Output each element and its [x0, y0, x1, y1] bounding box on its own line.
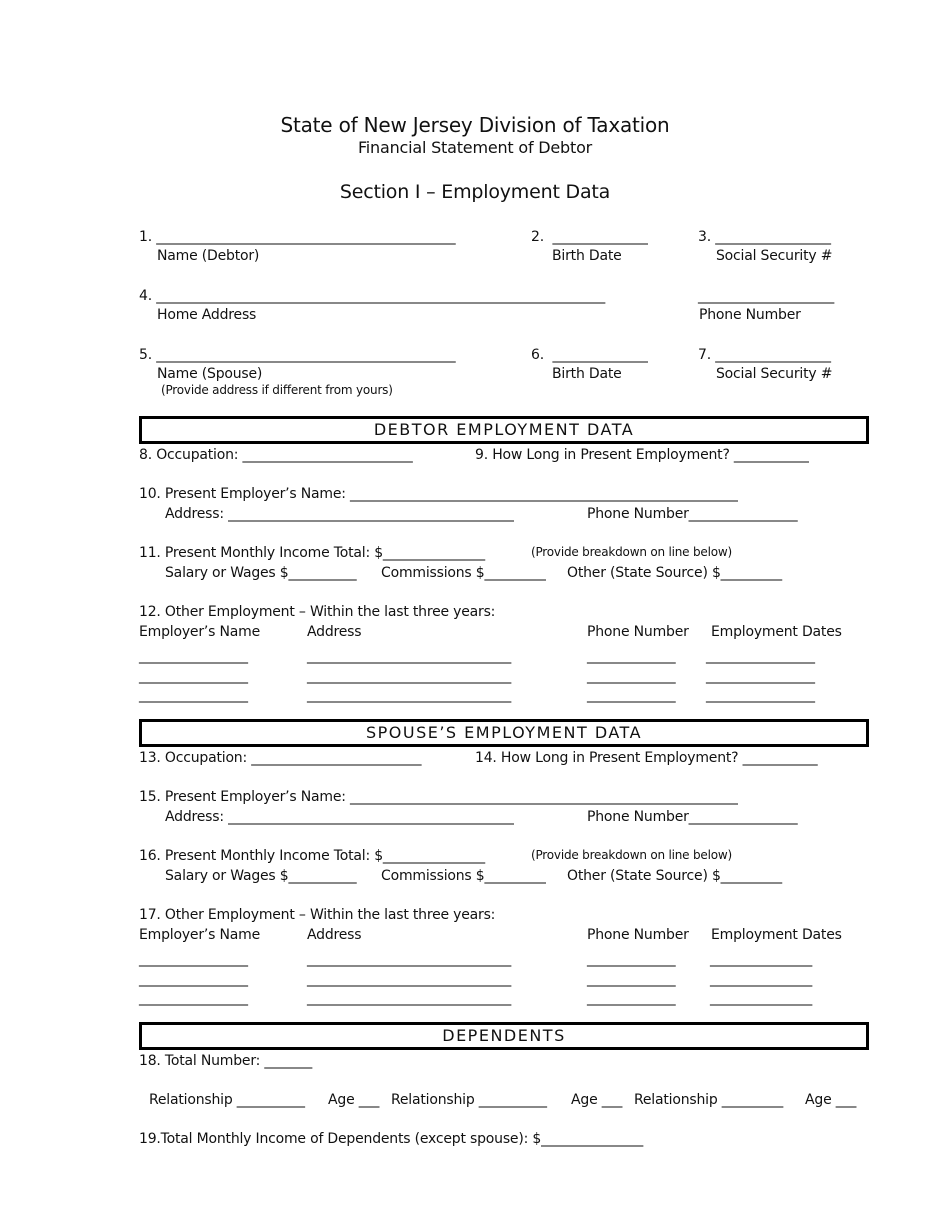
form-title: State of New Jersey Division of Taxation [280, 113, 670, 137]
debtor-other-emp-address-field[interactable]: ______________________________ [307, 687, 512, 703]
dependents-heading: DEPENDENTS [139, 1022, 869, 1050]
dependents-total-field[interactable]: 18. Total Number: _______ [139, 1053, 313, 1069]
spouse-employer-name-field[interactable]: 15. Present Employer’s Name: _________________________________________________________ [139, 789, 738, 805]
debtor-employment-heading: DEBTOR EMPLOYMENT DATA [139, 416, 869, 444]
spouse-commissions-field[interactable]: Commissions $_________ [381, 868, 546, 884]
form-subtitle: Financial Statement of Debtor [357, 138, 593, 157]
spouse-other-emp-name-field[interactable]: ________________ [139, 951, 248, 967]
spouse-other-emp-dates-field[interactable]: _______________ [710, 990, 813, 1006]
debtor-other-emp-name-field[interactable]: ________________ [139, 648, 248, 664]
dependents-income-field[interactable]: 19.Total Monthly Income of Dependents (except spouse): $_______________ [139, 1131, 644, 1147]
spouse-other-emp-address-field[interactable]: ______________________________ [307, 971, 512, 987]
debtor-income-note: (Provide breakdown on line below) [531, 545, 732, 559]
spouse-salary-field[interactable]: Salary or Wages $__________ [165, 868, 357, 884]
home-address-field[interactable]: 4. __________________________________________________________________ [139, 288, 606, 304]
home-phone-field[interactable]: ____________________ [698, 288, 835, 304]
spouse-name-field[interactable]: 5. ____________________________________________ [139, 347, 456, 363]
dependent-1-relationship-field[interactable]: Relationship __________ [149, 1092, 305, 1108]
spouse-other-emp-address-field[interactable]: ______________________________ [307, 951, 512, 967]
home-address-label: Home Address [157, 307, 257, 323]
dependent-1-age-field[interactable]: Age ___ [328, 1092, 380, 1108]
debtor-other-emp-phone-field[interactable]: _____________ [587, 668, 676, 684]
spouse-col-address: Address [307, 927, 362, 943]
debtor-name-label: Name (Debtor) [157, 248, 260, 264]
debtor-other-emp-phone-field[interactable]: _____________ [587, 687, 676, 703]
debtor-name-field[interactable]: 1. ____________________________________________ [139, 229, 456, 245]
spouse-other-emp-phone-field[interactable]: _____________ [587, 971, 676, 987]
dependent-2-age-field[interactable]: Age ___ [571, 1092, 623, 1108]
debtor-other-employment-label: 12. Other Employment – Within the last three years: [139, 604, 496, 620]
debtor-col-employer: Employer’s Name [139, 624, 260, 640]
debtor-income-total-field[interactable]: 11. Present Monthly Income Total: $_______________ [139, 545, 485, 561]
debtor-other-emp-address-field[interactable]: ______________________________ [307, 648, 512, 664]
dependent-3-age-field[interactable]: Age ___ [805, 1092, 857, 1108]
spouse-employer-address-field[interactable]: Address: __________________________________________ [165, 809, 514, 825]
spouse-name-label: Name (Spouse) [157, 366, 263, 382]
debtor-salary-field[interactable]: Salary or Wages $__________ [165, 565, 357, 581]
debtor-other-emp-dates-field[interactable]: ________________ [706, 648, 815, 664]
debtor-other-emp-phone-field[interactable]: _____________ [587, 648, 676, 664]
debtor-col-dates: Employment Dates [711, 624, 842, 640]
spouse-birth-date-label: Birth Date [552, 366, 622, 382]
dependent-2-relationship-field[interactable]: Relationship __________ [391, 1092, 547, 1108]
debtor-how-long-field[interactable]: 9. How Long in Present Employment? ___________ [475, 447, 809, 463]
spouse-col-phone: Phone Number [587, 927, 689, 943]
spouse-occupation-field[interactable]: 13. Occupation: _________________________ [139, 750, 422, 766]
dependent-3-relationship-field[interactable]: Relationship _________ [634, 1092, 783, 1108]
debtor-col-phone: Phone Number [587, 624, 689, 640]
debtor-birth-date-field[interactable]: 2. ______________ [531, 229, 648, 245]
debtor-ssn-label: Social Security # [716, 248, 833, 264]
debtor-ssn-field[interactable]: 3. _________________ [698, 229, 831, 245]
spouse-how-long-field[interactable]: 14. How Long in Present Employment? ___________ [475, 750, 818, 766]
debtor-other-emp-name-field[interactable]: ________________ [139, 668, 248, 684]
spouse-other-emp-phone-field[interactable]: _____________ [587, 990, 676, 1006]
debtor-col-address: Address [307, 624, 362, 640]
debtor-occupation-field[interactable]: 8. Occupation: _________________________ [139, 447, 413, 463]
spouse-other-emp-dates-field[interactable]: _______________ [710, 951, 813, 967]
spouse-col-employer: Employer’s Name [139, 927, 260, 943]
spouse-income-total-field[interactable]: 16. Present Monthly Income Total: $_______________ [139, 848, 485, 864]
spouse-other-emp-phone-field[interactable]: _____________ [587, 951, 676, 967]
spouse-income-note: (Provide breakdown on line below) [531, 848, 732, 862]
debtor-employer-phone-field[interactable]: Phone Number________________ [587, 506, 798, 522]
spouse-other-employment-label: 17. Other Employment – Within the last three years: [139, 907, 496, 923]
debtor-other-emp-name-field[interactable]: ________________ [139, 687, 248, 703]
spouse-ssn-label: Social Security # [716, 366, 833, 382]
debtor-employer-name-field[interactable]: 10. Present Employer’s Name: _________________________________________________________ [139, 486, 738, 502]
debtor-other-emp-dates-field[interactable]: ________________ [706, 687, 815, 703]
spouse-other-emp-dates-field[interactable]: _______________ [710, 971, 813, 987]
spouse-employer-phone-field[interactable]: Phone Number________________ [587, 809, 798, 825]
debtor-birth-date-label: Birth Date [552, 248, 622, 264]
section-title: Section I – Employment Data [339, 181, 611, 203]
debtor-employer-address-field[interactable]: Address: __________________________________________ [165, 506, 514, 522]
debtor-commissions-field[interactable]: Commissions $_________ [381, 565, 546, 581]
home-phone-label: Phone Number [699, 307, 801, 323]
spouse-other-emp-name-field[interactable]: ________________ [139, 990, 248, 1006]
debtor-other-emp-address-field[interactable]: ______________________________ [307, 668, 512, 684]
spouse-other-emp-address-field[interactable]: ______________________________ [307, 990, 512, 1006]
debtor-other-emp-dates-field[interactable]: ________________ [706, 668, 815, 684]
spouse-employment-heading: SPOUSE’S EMPLOYMENT DATA [139, 719, 869, 747]
spouse-col-dates: Employment Dates [711, 927, 842, 943]
spouse-birth-date-field[interactable]: 6. ______________ [531, 347, 648, 363]
spouse-other-emp-name-field[interactable]: ________________ [139, 971, 248, 987]
spouse-other-income-field[interactable]: Other (State Source) $_________ [567, 868, 782, 884]
debtor-other-income-field[interactable]: Other (State Source) $_________ [567, 565, 782, 581]
spouse-address-note: (Provide address if different from yours) [161, 383, 393, 397]
spouse-ssn-field[interactable]: 7. _________________ [698, 347, 831, 363]
